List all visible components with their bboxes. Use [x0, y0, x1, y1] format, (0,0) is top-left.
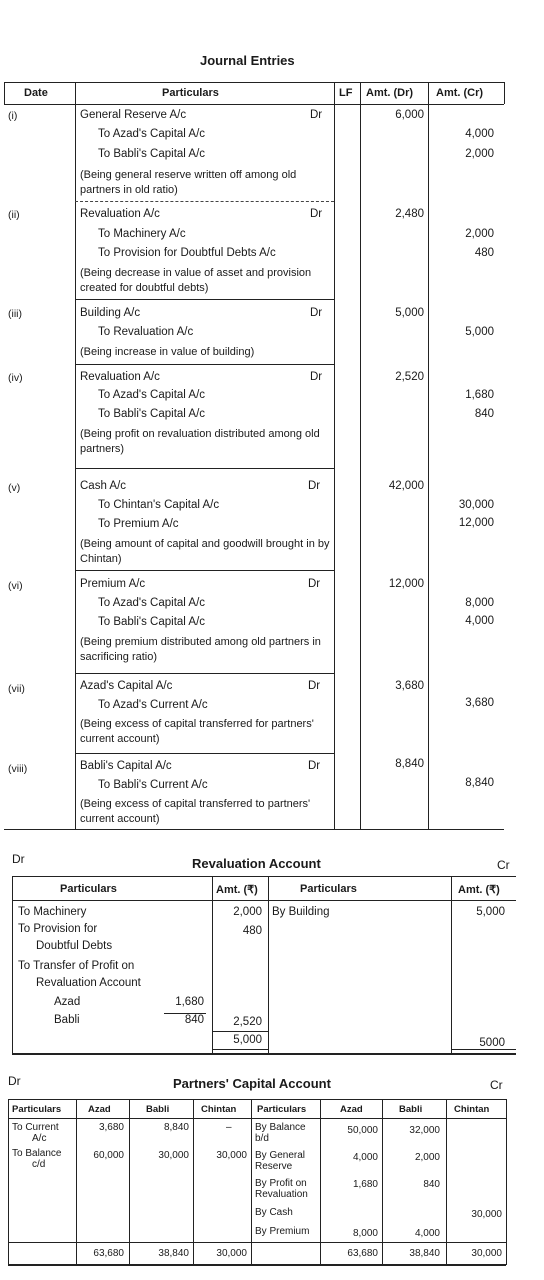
entry-number: (ii): [8, 209, 20, 221]
credit-account: To Babli's Capital A/c: [98, 408, 206, 420]
revaluation-header-amt-left: Amt. (₹): [216, 884, 258, 896]
capital-header-azad: Azad: [340, 1104, 363, 1115]
narration: (Being excess of capital transferred to partners' current account): [80, 798, 311, 825]
revaluation-header-amt-right: Amt. (₹): [458, 884, 500, 896]
capital-cell: 50,000: [347, 1125, 378, 1136]
revaluation-row-amount: 5,000: [476, 906, 505, 918]
narration: (Being general reserve written off among old partners in old ratio): [80, 169, 297, 196]
dr-label: Dr: [308, 760, 321, 772]
revaluation-row-label: By Building: [272, 906, 330, 918]
capital-cell: 4,000: [352, 1152, 378, 1163]
cr-amount: 2,000: [465, 148, 494, 160]
revaluation-row-amount: 480: [242, 925, 262, 937]
credit-account: To Azad's Capital A/c: [98, 597, 206, 609]
cr-amount: 2,000: [465, 228, 494, 240]
narration: (Being decrease in value of asset and provision created for doubtful debts): [80, 267, 312, 294]
capital-total: 63,680: [347, 1248, 378, 1259]
debit-account: Cash A/c: [80, 480, 127, 492]
entry-number: (v): [8, 482, 21, 494]
dr-amount: 5,000: [395, 307, 424, 319]
dr-amount: 42,000: [388, 480, 424, 492]
revaluation-header-particulars-right: Particulars: [300, 883, 357, 895]
cr-amount: 5,000: [465, 326, 494, 338]
capital-cell: –: [226, 1122, 232, 1133]
dr-label: Dr: [308, 578, 321, 590]
capital-header-chintan: Chintan: [454, 1104, 490, 1115]
cr-amount: 8,000: [465, 597, 494, 609]
capital-dr-label: Dr: [8, 1074, 21, 1088]
debit-account: Revaluation A/c: [80, 208, 160, 220]
capital-total: 38,840: [158, 1248, 189, 1259]
debit-account: Azad's Capital A/c: [80, 680, 173, 692]
revaluation-partner-amount: 840: [184, 1014, 204, 1026]
capital-cell: 30,000: [216, 1150, 247, 1161]
capital-cell: 3,680: [98, 1122, 124, 1133]
capital-cell: 1,680: [352, 1179, 378, 1190]
revaluation-header-particulars-left: Particulars: [60, 883, 117, 895]
capital-row-label: By Balance b/d: [255, 1122, 306, 1144]
cr-amount: 4,000: [465, 128, 494, 140]
dr-label: Dr: [310, 371, 323, 383]
capital-row-label: By Premium: [255, 1226, 310, 1237]
revaluation-row-label: Revaluation Account: [36, 977, 141, 989]
credit-account: To Provision for Doubtful Debts A/c: [98, 247, 276, 259]
cr-amount: 480: [474, 247, 494, 259]
capital-header-particulars: Particulars: [12, 1104, 62, 1115]
capital-cr-label: Cr: [490, 1078, 503, 1092]
debit-account: Premium A/c: [80, 578, 146, 590]
dr-amount: 6,000: [395, 109, 424, 121]
cr-amount: 8,840: [465, 777, 494, 789]
capital-cell: 60,000: [93, 1150, 124, 1161]
dr-label: Dr: [310, 109, 323, 121]
revaluation-dr-label: Dr: [12, 852, 25, 866]
capital-row-label: By General Reserve: [255, 1150, 306, 1172]
entry-number: (i): [8, 110, 18, 122]
revaluation-row-label: To Machinery: [18, 906, 87, 918]
cr-amount: 1,680: [465, 389, 494, 401]
cr-amount: 840: [474, 408, 494, 420]
capital-cell: 8,840: [163, 1122, 189, 1133]
revaluation-row-label: To Provision for: [18, 923, 98, 935]
capital-cell: 32,000: [409, 1125, 440, 1136]
capital-cell: 4,000: [414, 1228, 440, 1239]
credit-account: To Azad's Current A/c: [98, 699, 208, 711]
narration: (Being amount of capital and goodwill brought in by Chintan): [80, 538, 330, 565]
entry-number: (viii): [8, 763, 28, 775]
capital-row-label: By Cash: [255, 1207, 293, 1218]
journal-header-date: Date: [24, 87, 48, 99]
revaluation-total-right: 5000: [479, 1037, 505, 1049]
revaluation-partner-amount: 1,680: [175, 996, 204, 1008]
capital-header-particulars: Particulars: [257, 1104, 307, 1115]
dr-amount: 2,520: [395, 371, 424, 383]
capital-row-label: To Balance: [12, 1148, 62, 1159]
journal-title: Journal Entries: [200, 53, 295, 68]
journal-header-lf: LF: [339, 87, 353, 99]
capital-cell: 840: [423, 1179, 440, 1190]
capital-row-label: A/c: [32, 1133, 47, 1144]
entry-number: (iii): [8, 308, 22, 320]
journal-header-cr: Amt. (Cr): [436, 87, 484, 99]
capital-cell: 30,000: [471, 1209, 502, 1220]
revaluation-row-label: To Transfer of Profit on: [18, 960, 135, 972]
capital-row-label: By Profit on Revaluation: [255, 1178, 308, 1200]
capital-total: 30,000: [216, 1248, 247, 1259]
credit-account: To Azad's Capital A/c: [98, 128, 206, 140]
revaluation-profit-total: 2,520: [233, 1016, 262, 1028]
cr-amount: 3,680: [465, 697, 494, 709]
cr-amount: 4,000: [465, 615, 494, 627]
capital-row-label: To Current: [12, 1122, 59, 1133]
capital-header-chintan: Chintan: [201, 1104, 237, 1115]
capital-total: 63,680: [93, 1248, 124, 1259]
credit-account: To Babli's Current A/c: [98, 779, 208, 791]
narration: (Being increase in value of building): [80, 346, 255, 358]
capital-header-babli: Babli: [399, 1104, 423, 1115]
dr-label: Dr: [310, 208, 323, 220]
revaluation-cr-label: Cr: [497, 858, 510, 872]
narration: (Being excess of capital transferred for partners' current account): [80, 718, 314, 745]
narration: (Being premium distributed among old partners in sacrificing ratio): [80, 636, 321, 663]
dr-label: Dr: [310, 307, 323, 319]
cr-amount: 30,000: [458, 499, 494, 511]
entry-number: (iv): [8, 372, 23, 384]
revaluation-partner-label: Babli: [54, 1014, 80, 1026]
credit-account: To Azad's Capital A/c: [98, 389, 206, 401]
debit-account: Babli's Capital A/c: [80, 760, 172, 772]
credit-account: To Babli's Capital A/c: [98, 616, 206, 628]
capital-title: Partners' Capital Account: [173, 1076, 331, 1091]
dr-amount: 3,680: [395, 680, 424, 692]
credit-account: To Premium A/c: [98, 518, 179, 530]
journal-header-dr: Amt. (Dr): [366, 87, 414, 99]
cr-amount: 12,000: [458, 517, 494, 529]
revaluation-partner-label: Azad: [54, 996, 81, 1008]
revaluation-title: Revaluation Account: [192, 856, 321, 871]
capital-cell: 8,000: [352, 1228, 378, 1239]
capital-total: 30,000: [471, 1248, 502, 1259]
revaluation-total-left: 5,000: [233, 1034, 262, 1046]
debit-account: Building A/c: [80, 307, 141, 319]
revaluation-row-amount: 2,000: [233, 906, 262, 918]
revaluation-row-label: Doubtful Debts: [36, 940, 113, 952]
dr-label: Dr: [308, 680, 321, 692]
credit-account: To Machinery A/c: [98, 228, 186, 240]
entry-number: (vi): [8, 580, 23, 592]
capital-cell: 2,000: [414, 1152, 440, 1163]
journal-header-particulars: Particulars: [162, 87, 219, 99]
debit-account: Revaluation A/c: [80, 371, 160, 383]
debit-account: General Reserve A/c: [80, 109, 187, 121]
entry-number: (vii): [8, 683, 25, 695]
dr-amount: 8,840: [395, 758, 424, 770]
capital-cell: 30,000: [158, 1150, 189, 1161]
dr-amount: 2,480: [395, 208, 424, 220]
credit-account: To Chintan's Capital A/c: [98, 499, 220, 511]
capital-header-azad: Azad: [88, 1104, 111, 1115]
narration: (Being profit on revaluation distributed among old partners): [80, 428, 320, 455]
dr-amount: 12,000: [388, 578, 424, 590]
capital-total: 38,840: [409, 1248, 440, 1259]
credit-account: To Revaluation A/c: [98, 326, 194, 338]
capital-header-babli: Babli: [146, 1104, 170, 1115]
dr-label: Dr: [308, 480, 321, 492]
credit-account: To Babli's Capital A/c: [98, 148, 206, 160]
capital-row-label: c/d: [32, 1159, 46, 1170]
